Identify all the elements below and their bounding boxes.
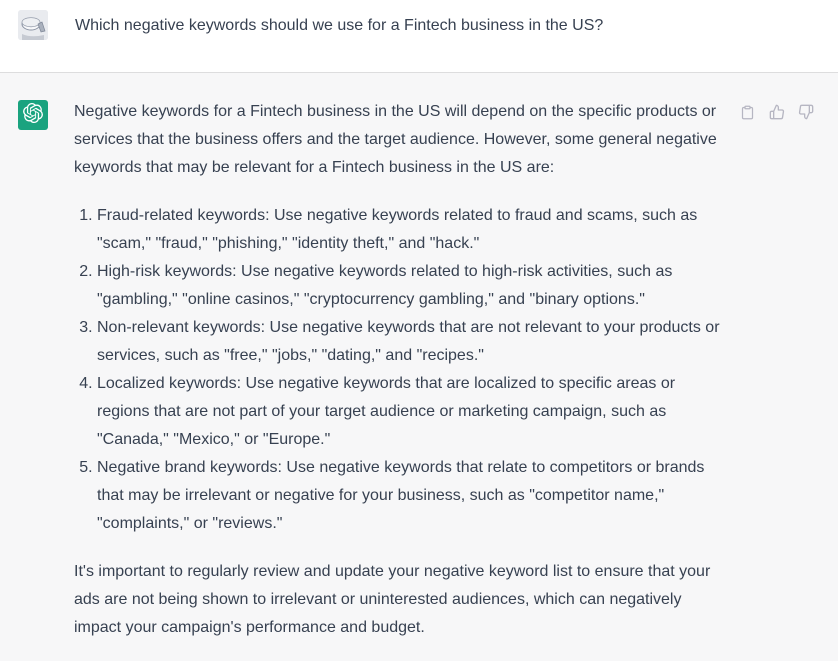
thumbs-up-button[interactable] <box>768 103 785 121</box>
assistant-message-content <box>74 98 729 661</box>
assistant-outro-paragraph: It's important to regularly review and update your negative keyword list to ensure that your ads are not being shown to irrelevant or uninterested audiences, which can negatively impact your campaign's performance and budget. <box>74 563 711 636</box>
user-message-row <box>0 0 838 72</box>
thumbs-up-icon <box>769 104 785 120</box>
list-item: 3. Non-relevant keywords: Use negative keywords that are not relevant to your products or services, such as "free," "jobs," "dating," and "recipes." <box>97 314 729 370</box>
negative-keywords-list <box>74 202 729 538</box>
list-item: 2. High-risk keywords: Use negative keywords related to high-risk activities, such as "gambling," "online casinos," "cryptocurrency gambling," and "binary options." <box>97 258 729 314</box>
copy-button[interactable] <box>739 103 756 121</box>
list-item: 1. Fraud-related keywords: Use negative keywords related to fraud and scams, such as "scam," "fraud," "phishing," "identity theft," and "hack." <box>97 202 729 258</box>
copy-icon <box>740 104 755 121</box>
message-actions <box>739 103 814 121</box>
user-avatar <box>18 10 48 40</box>
thumbs-down-icon <box>798 104 814 120</box>
assistant-intro-paragraph: Negative keywords for a Fintech business in the US will depend on the specific products or services that the business offers and the target audience. However, some general negative keywords that may be relevant for a Fintech business in the US are: <box>74 103 717 176</box>
user-message-text: Which negative keywords should we use for a Fintech business in the US? <box>75 17 604 34</box>
openai-logo-icon <box>23 103 43 128</box>
user-photo-avatar <box>18 27 48 40</box>
list-item: 5. Negative brand keywords: Use negative keywords that relate to competitors or brands that may be irrelevant or negative for your business, such as "competitor name," "complaints," or "reviews." <box>97 454 729 538</box>
assistant-avatar <box>18 100 48 130</box>
assistant-message-row <box>0 72 838 661</box>
list-item: 4. Localized keywords: Use negative keywords that are localized to specific areas or regions that are not part of your target audience or marketing campaign, such as "Canada," "Mexico," or "Europe." <box>97 370 729 454</box>
thumbs-down-button[interactable] <box>797 103 814 121</box>
